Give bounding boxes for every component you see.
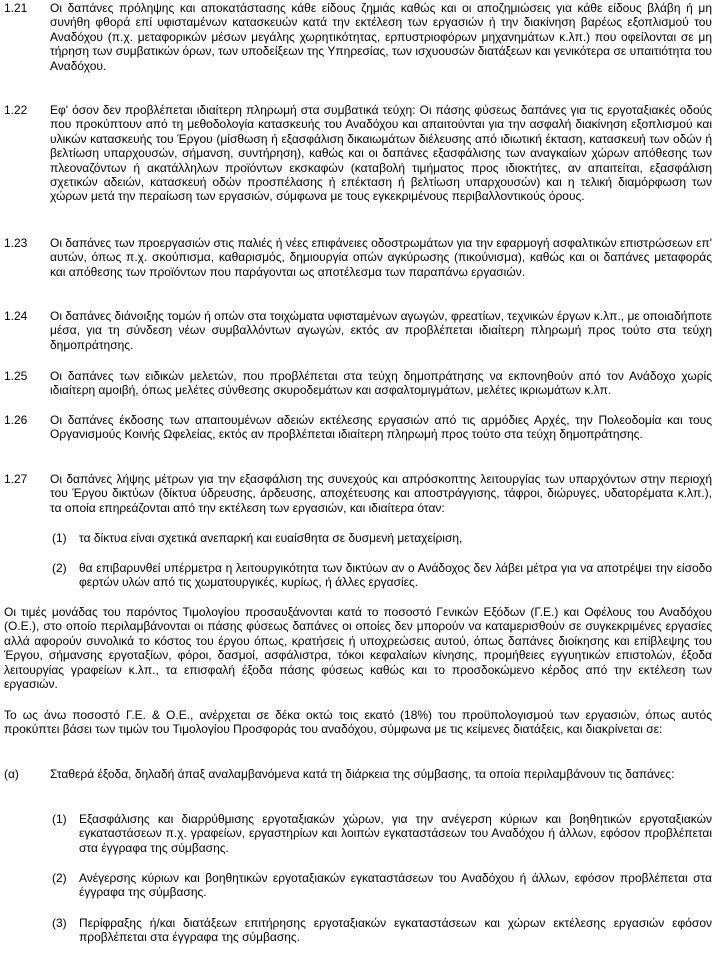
clause-text: Οι δαπάνες έκδοσης των απαιτουμένων αδειών εκτέλεσης εργασιών από τις αρμόδιες Αρχές, την Πολεοδομία και τους Οργανισμούς Κοινής Ωφελείας, εκτός αν προβλέπεται ιδιαίτερη πληρωμή προς τούτο στα τεύχη δημοπράτησης. bbox=[50, 413, 712, 442]
item-number: (1) bbox=[52, 531, 67, 545]
paragraph-percentage bbox=[0, 708, 718, 737]
section-number: (α) bbox=[4, 767, 19, 781]
clause-number: 1.22 bbox=[4, 103, 28, 117]
clause-1-22 bbox=[0, 103, 718, 204]
item-number: (2) bbox=[52, 561, 67, 575]
clause-1-27-item-1 bbox=[0, 531, 718, 545]
clause-text: Οι δαπάνες λήψης μέτρων για την εξασφάλιση της συνεχούς και απρόσκοπτης λειτουργίας των υπαρχόντων στην περιοχή του Έργου δικτύων (δίκτυα ύδρευσης, άρδευσης, αποχέτευσης και αποστράγγισης, τάφροι, διώρυγες, υδατορέματα κ.λπ.), τα οποία επηρεάζονται από την εκτέλεση των εργασιών, και ιδιαίτερα όταν: bbox=[50, 472, 712, 515]
clause-number: 1.25 bbox=[4, 369, 28, 383]
clause-1-21 bbox=[0, 1, 718, 73]
section-a bbox=[0, 767, 718, 781]
paragraph-overheads bbox=[0, 605, 718, 691]
clause-1-26 bbox=[0, 413, 718, 442]
item-number: (3) bbox=[52, 916, 67, 930]
clause-text: Οι δαπάνες των προεργασιών στις παλιές ή νέες επιφάνειες οδοστρωμάτων για την εφαρμογή ασφαλτικών επιστρώσεων επ' αυτών, όπως π.χ. σκούπισμα, καθαρισμός, δημιουργία οπών αγκύρωσης (πικούνισμα), καθώς και οι δαπάνες μεταφοράς και απόθεσης των προϊόντων που παράγονται ως αποτέλεσμα των παραπάνω εργασιών. bbox=[50, 236, 712, 279]
section-a-item-3 bbox=[0, 916, 718, 945]
item-text: θα επιβαρυνθεί υπέρμετρα η λειτουργικότητα των δικτύων αν ο Ανάδοχος δεν λάβει μέτρα για να αποτρέψει την είσοδο φερτών υλών από τις χωματουργικές, κυρίως, ή άλλες εργασίες. bbox=[79, 561, 712, 590]
clause-text: Οι δαπάνες πρόληψης και αποκατάστασης κάθε είδους ζημιάς καθώς και οι αποζημιώσεις για κάθε είδους βλάβη ή μη συνήθη φθορά επί υφισταμένων κατασκευών κατά την εκτέλεση των εργασιών ή την διακίνηση βαρέως εξοπλισμού του Αναδόχου (π.χ. μεταφορικών μέσων μεγάλης χωρητικότητας, ερπυστριοφόρων μηχανημάτων κ.λπ.) που οφείλονται σε μη τήρηση των συμβατικών όρων, των υποδείξεων της Υπηρεσίας, των ισχυουσών διατάξεων και γενικότερα σε υπαιτιότητα του Αναδόχου. bbox=[50, 1, 712, 73]
clause-text: Εφ' όσον δεν προβλέπεται ιδιαίτερη πληρωμή στα συμβατικά τεύχη: Οι πάσης φύσεως δαπάνες για τις εργοταξιακές οδούς που προκύπτουν από τη μεθοδολογία κατασκευής του Αναδόχου και απαιτούνται για την ασφαλή διακίνηση εξοπλισμού και υλικών κατασκευής του Έργου (μίσθωση ή εξασφάλιση δικαιωμάτων διέλευσης από ιδιωτική έκταση, κατασκευή των οδών ή βελτίωση υπαρχουσών, σήμανση, συντήρηση), καθώς και οι δαπάνες εξασφάλισης των αναγκαίων χώρων απόθεσης των πλεοναζόντων ή ακατάλληλων προϊόντων εκσκαφών (καταβολή τιμήματος προς ιδιοκτήτες, αν απαιτείται, εξασφάλιση σχετικών αδειών, κατασκευή οδών προσπέλασης ή επέκταση ή βελτίωση υπαρχουσών) και η τελική διαμόρφωση των χώρων μετά την περαίωση των εργασιών, σύμφωνα με τους εγκεκριμένους περιβαλλοντικούς όρους. bbox=[50, 103, 712, 204]
item-text: τα δίκτυα είναι σχετικά ανεπαρκή και ευαίσθητα σε δυσμενή μεταχείριση, bbox=[79, 531, 463, 545]
item-text: Ανέγερσης κύριων και βοηθητικών εργοταξιακών εγκαταστάσεων του Αναδόχου ή άλλων, εφόσον προβλέπεται στα έγγραφα της σύμβασης. bbox=[79, 871, 712, 900]
clause-number: 1.21 bbox=[4, 1, 28, 15]
clause-1-27 bbox=[0, 472, 718, 515]
clause-number: 1.27 bbox=[4, 472, 28, 486]
item-text: Εξασφάλισης και διαρρύθμισης εργοταξιακών χώρων, για την ανέγερση κύριων και βοηθητικών εργοταξιακών εγκαταστάσεων π.χ. γραφείων, εργαστηρίων και λοιπών εγκαταστάσεων του Αναδόχου ή άλλων, εφόσον προβλέπεται στα έγγραφα της σύμβασης. bbox=[79, 812, 712, 855]
section-text: Σταθερά έξοδα, δηλαδή άπαξ αναλαμβανόμενα κατά τη διάρκεια της σύμβασης, τα οποία περιλαμβάνουν τις δαπάνες: bbox=[50, 767, 675, 781]
item-text: Περίφραξης ή/και διατάξεων επιτήρησης εργοταξιακών εγκαταστάσεων και χώρων εκτέλεσης εργασιών εφόσον προβλέπεται στα έγγραφα της σύμβασης. bbox=[79, 916, 712, 945]
clause-text: Οι δαπάνες των ειδικών μελετών, που προβλέπεται στα τεύχη δημοπράτησης να εκπονηθούν από τον Ανάδοχο χωρίς ιδιαίτερη αμοιβή, όπως μελέτες σύνθεσης σκυροδεμάτων και ασφαλτομιγμάτων, μελέτες ικριωμάτων κ.λπ. bbox=[50, 369, 712, 398]
clause-number: 1.26 bbox=[4, 413, 28, 427]
clause-number: 1.23 bbox=[4, 236, 28, 250]
clause-number: 1.24 bbox=[4, 309, 28, 323]
clause-1-25 bbox=[0, 369, 718, 398]
item-number: (1) bbox=[52, 812, 67, 826]
clause-1-24 bbox=[0, 309, 718, 352]
section-a-item-1 bbox=[0, 812, 718, 855]
clause-1-27-item-2 bbox=[0, 561, 718, 590]
paragraph-text: Οι τιμές μονάδας του παρόντος Τιμολογίου προσαυξάνονται κατά το ποσοστό Γενικών Εξόδων (Γ.Ε.) και Οφέλους του Αναδόχου (Ο.Ε.), στο οποίο περιλαμβάνονται οι πάσης φύσεως δαπάνες οι οποίες δεν μπορούν να καταμερισθούν σε συγκεκριμένες εργασίες αλλά αφορούν συνολικά το κόστος του έργου όπως, κρατήσεις ή υποχρεώσεις αυτού, όπως δαπάνες διοίκησης και επίβλεψης του Έργου, σήμανσης εργοταξίων, φόροι, δασμοί, ασφάλιστρα, τόκοι κεφαλαίων κίνησης, προμήθειες εγγυητικών επιστολών, έξοδα λειτουργίας γραφείων κ.λπ., τα επισφαλή έξοδα πάσης φύσεως καθώς και το προσδοκώμενο κέρδος από την εκτέλεση των εργασιών. bbox=[4, 605, 712, 692]
section-a-item-2 bbox=[0, 871, 718, 900]
clause-text: Οι δαπάνες διάνοιξης τομών ή οπών στα τοιχώματα υφισταμένων αγωγών, φρεατίων, τεχνικών έργων κ.λπ., με οποιαδήποτε μέσα, για τη σύνδεση νέων συμβαλλόντων αγωγών, εκτός αν προβλέπεται ιδιαίτερη πληρωμή προς τούτο στα τεύχη δημοπράτησης. bbox=[50, 309, 712, 352]
clause-1-23 bbox=[0, 236, 718, 279]
paragraph-text: Το ως άνω ποσοστό Γ.Ε. & Ο.Ε., ανέρχεται σε δέκα οκτώ τοις εκατό (18%) του προϋπολογισμού των εργασιών, όπως αυτός προκύπτει βάσει των τιμών του Τιμολογίου Προσφοράς του αναδόχου, σύμφωνα με τις κείμενες διατάξεις, και διακρίνεται σε: bbox=[4, 708, 712, 737]
item-number: (2) bbox=[52, 871, 67, 885]
